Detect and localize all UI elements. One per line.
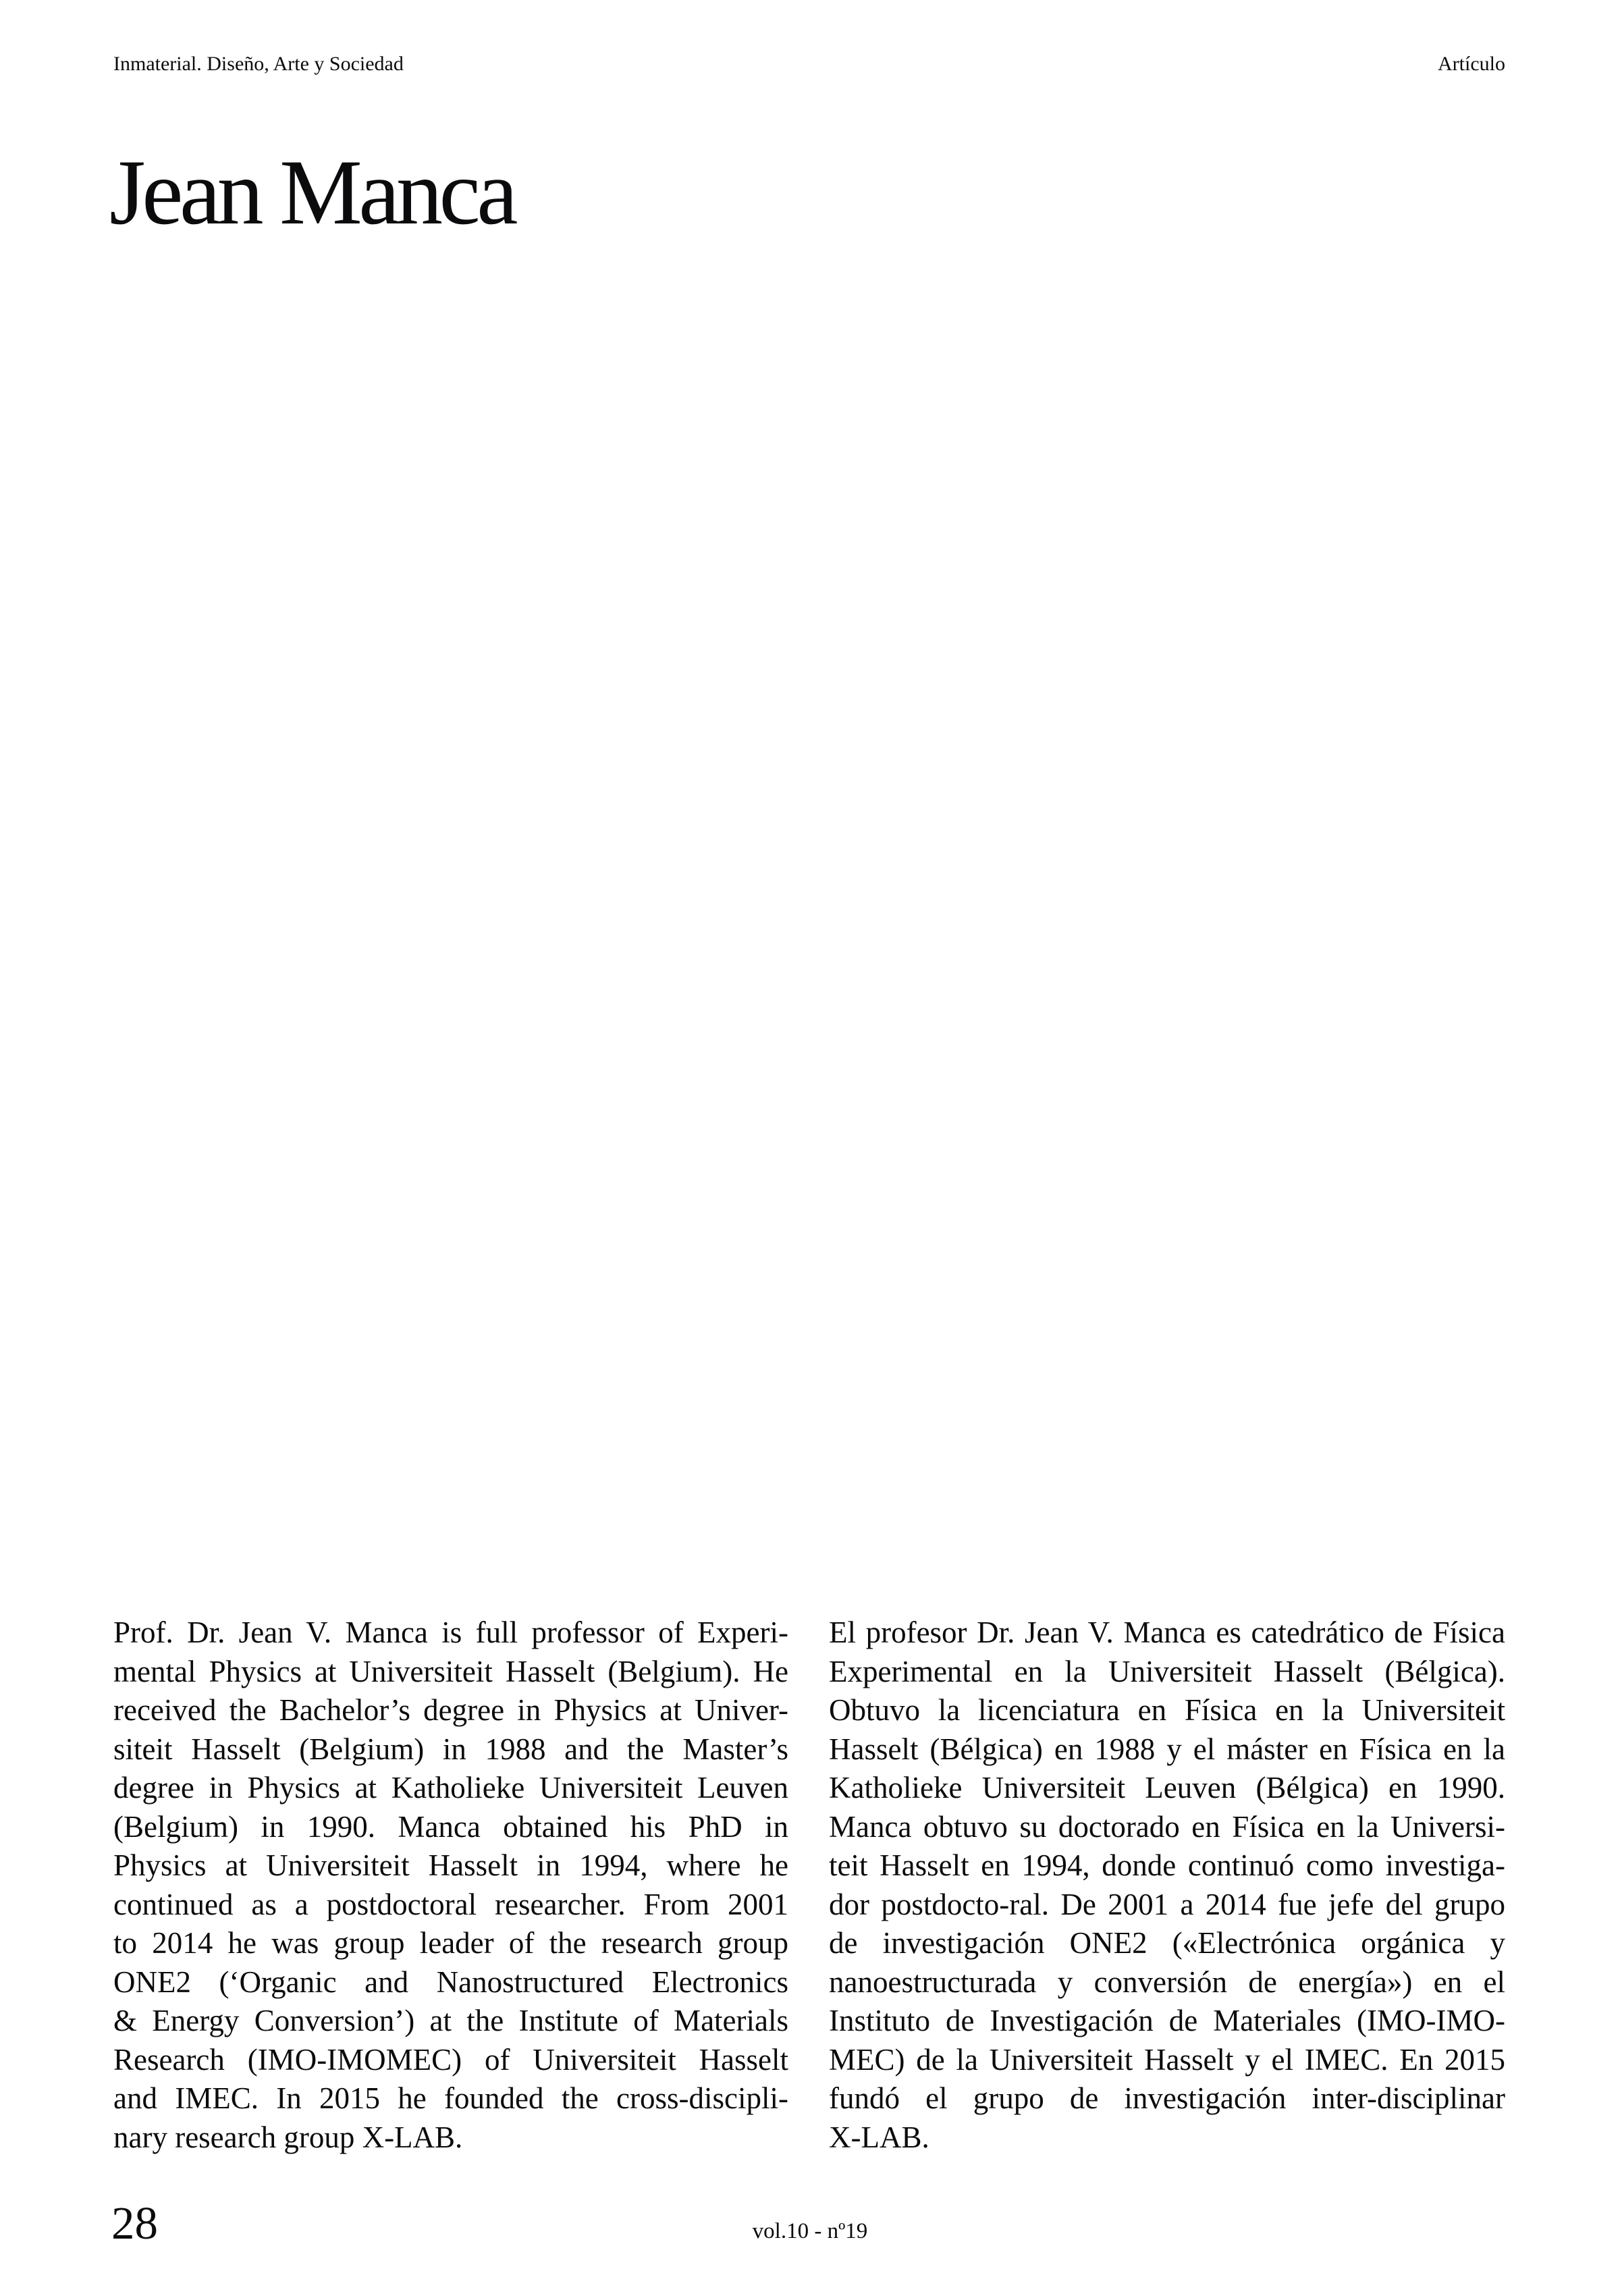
text-line: teit Hasselt en 1994, donde continuó como investiga-	[829, 1848, 1505, 1882]
text-line: Hasselt (Bélgica) en 1988 y el máster en Física en la	[829, 1732, 1505, 1766]
bio-column-spanish	[829, 1613, 1505, 2157]
text-line: fundó el grupo de investigación inter-disciplinar	[829, 2081, 1505, 2115]
running-head	[113, 54, 1505, 74]
text-line: MEC) de la Universiteit Hasselt y el IMEC. En 2015	[829, 2042, 1505, 2077]
text-line: ONE2 (‘Organic and Nanostructured Electronics	[113, 1965, 788, 1999]
text-line: Research (IMO-IMOMEC) of Universiteit Hasselt	[113, 2042, 788, 2077]
text-line: Katholieke Universiteit Leuven (Bélgica) en 1990.	[829, 1771, 1505, 1805]
text-line: Manca obtuvo su doctorado en Física en la Universi-	[829, 1809, 1505, 1844]
text-line: de investigación ONE2 («Electrónica orgánica y	[829, 1926, 1505, 1960]
text-line: & Energy Conversion’) at the Institute of Materials	[113, 2004, 788, 2037]
text-line: degree in Physics at Katholieke Universiteit Leuven	[113, 1771, 788, 1805]
text-line: Experimental en la Universiteit Hasselt (Bélgica).	[829, 1654, 1505, 1688]
text-line: nanoestructurada y conversión de energía») en el	[829, 1965, 1505, 1999]
issue-label: vol.10 - nº19	[752, 2219, 868, 2243]
text-line: X-LAB.	[829, 2120, 929, 2154]
text-line: Physics at Universiteit Hasselt in 1994, where he	[113, 1848, 788, 1882]
text-line: siteit Hasselt (Belgium) in 1988 and the Master’s	[113, 1732, 788, 1766]
section-label: Artículo	[1438, 53, 1505, 75]
page-number: 28	[111, 2197, 158, 2249]
text-line: mental Physics at Universiteit Hasselt (Belgium). He	[113, 1654, 788, 1688]
article-title: Jean Manca	[109, 140, 514, 244]
text-line: received the Bachelor’s degree in Physics at Univer-	[113, 1693, 788, 1727]
text-line: Obtuvo la licenciatura en Física en la Universiteit	[829, 1693, 1505, 1727]
journal-name: Inmaterial. Diseño, Arte y Sociedad	[113, 53, 404, 75]
text-line: dor postdocto-ral. De 2001 a 2014 fue jefe del grupo	[829, 1887, 1505, 1921]
text-line: Instituto de Investigación de Materiales (IMO-IMO-	[829, 2004, 1505, 2037]
text-line: (Belgium) in 1990. Manca obtained his PhD in	[113, 1809, 788, 1844]
bio-columns	[113, 1613, 1505, 2157]
text-line: to 2014 he was group leader of the research group	[113, 1926, 788, 1960]
bio-column-english	[113, 1613, 788, 2157]
text-line: Prof. Dr. Jean V. Manca is full professor of Experi-	[113, 1616, 788, 1649]
text-line: El profesor Dr. Jean V. Manca es catedrático de Física	[829, 1616, 1505, 1649]
text-line: nary research group X-LAB.	[113, 2120, 463, 2154]
text-line: and IMEC. In 2015 he founded the cross-discipli-	[113, 2081, 788, 2115]
text-line: continued as a postdoctoral researcher. From 2001	[113, 1887, 788, 1921]
